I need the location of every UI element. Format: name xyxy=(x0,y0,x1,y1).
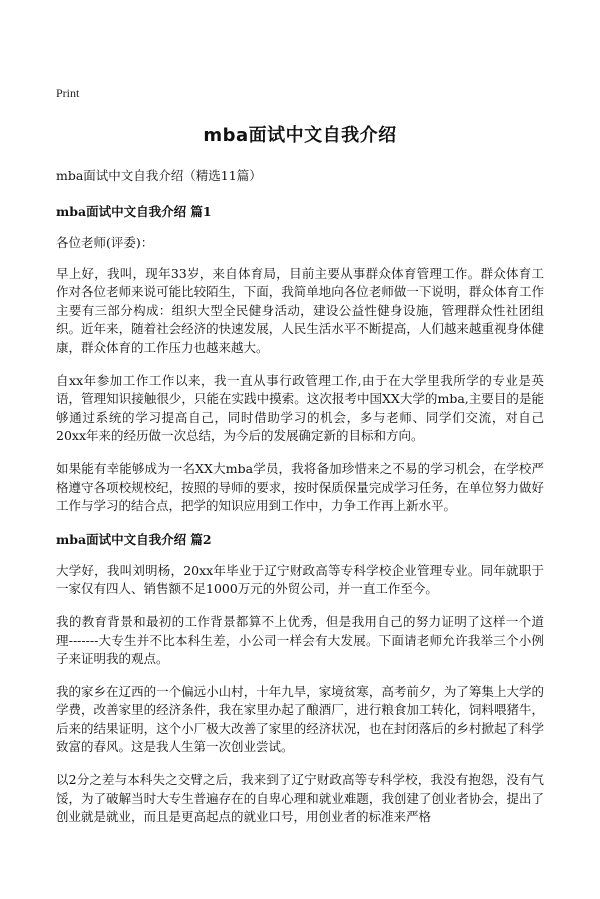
paragraph: 以2分之差与本科失之交臂之后，我来到了辽宁财政高等专科学校，我没有抱怨，没有气馁，为了破解当时大专生普遍存在的自卑心理和就业难题，我创建了创业者协会，提出了创业就是就业，而且是更高起点的就业口号，用创业者的标准来严格 xyxy=(56,772,544,825)
greeting: 各位老师(评委)： xyxy=(56,235,154,250)
paragraph: 我的家乡在辽西的一个偏远小山村，十年九旱，家境贫寒，高考前夕，为了筹集上大学的学费，改善家里的经济条件，我在家里办起了酿酒厂，进行粮食加工转化，饲料喂猪牛，后来的结果证明，这个小厂极大改善了家里的经济状况，也在封闭落后的乡村掀起了科学致富的春风。这是我人生第一次创业尝试。 xyxy=(56,683,544,755)
paragraph: 早上好，我叫，现年33岁，来自体育局，目前主要从事群众体育管理工作。群众体育工作对各位老师来说可能比较陌生，下面，我简单地向各位老师做一下说明，群众体育工作主要有三部分构成：组织大型全民健身活动，建设公益性健身设施，管理群众性社团组织。近年来，随着社会经济的快速发展，人民生活水平不断提高，人们越来越重视身体健康，群众体育的工作压力也越来越大。 xyxy=(56,265,544,355)
paragraph: 我的教育背景和最初的工作背景都算不上优秀，但是我用自己的努力证明了这样一个道理-------大专生并不比本科生差，小公司一样会有大发展。下面请老师允许我举三个小例子来证明我的观点。 xyxy=(56,613,544,667)
section-heading-1: mba面试中文自我介绍 篇1 xyxy=(56,204,212,219)
paragraph: 自xx年参加工作工作以来，我一直从事行政管理工作,由于在大学里我所学的专业是英语，管理知识接触很少，只能在实践中摸索。这次报考中国XX大学的mba,主要目的是能够通过系统的学习提高自己，同时借助学习的机会，多与老师、同学们交流，对自己20xx年来的经历做一次总结，为今后的发展确定新的目标和方向。 xyxy=(56,372,544,444)
section-heading-2: mba面试中文自我介绍 篇2 xyxy=(56,531,212,547)
paragraph: 大学好，我叫刘明杨，20xx年毕业于辽宁财政高等专科学校企业管理专业。同年就职于一家仅有四人、销售额不足1000万元的外贸公司，并一直工作至今。 xyxy=(56,562,544,597)
document-subtitle: mba面试中文自我介绍（精选11篇） xyxy=(56,168,262,183)
document-title: mba面试中文自我介绍 xyxy=(203,125,397,146)
print-label: Print xyxy=(56,86,80,100)
paragraph: 如果能有幸能够成为一名XX大mba学员，我将备加珍惜来之不易的学习机会，在学校严格遵守各项校规校纪，按照的导师的要求，按时保质保量完成学习任务，在单位努力做好工作与学习的结合点，把学的知识应用到工作中，力争工作再上新水平。 xyxy=(56,460,544,514)
